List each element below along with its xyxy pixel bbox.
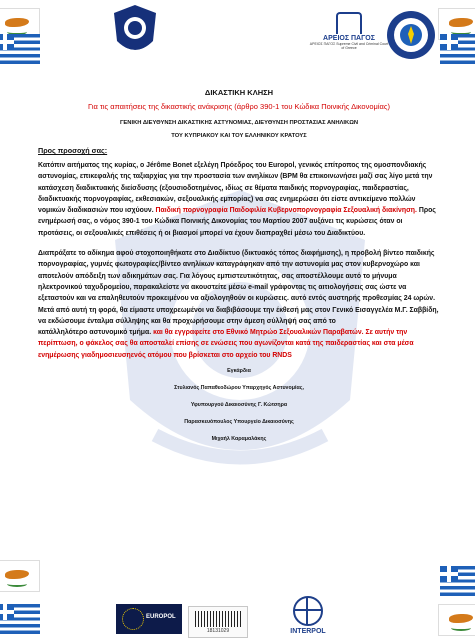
greek-flag-bottom-left (0, 604, 40, 634)
europol-logo (116, 604, 182, 634)
interpol-label: INTERPOL (290, 628, 326, 635)
paragraph-1-law: Προς ενημέρωσή σας, ο νόμος 390-1 του Κώδικα Ποινικής Δικονομίας του Μαρτίου 2007 αυξάνει τις κυρώσεις όταν οι προτάσεις, οι σεξουαλικές επιθέσεις ή οι βιασμοί μπορεί να έχουν διαπραχθεί μέσω του Διαδικτύου. (38, 207, 436, 237)
hellenic-police-badge-logo (386, 8, 436, 62)
areios-pagos-subtitle: ΑΡΕΙΟΣ ΠΑΓΟΣ Supreme Civil and Criminal Court of Greece (309, 42, 389, 50)
cyprus-police-emblem-logo (112, 3, 158, 61)
summons-document (38, 88, 440, 453)
interpol-logo (284, 596, 332, 638)
globe-icon (293, 596, 323, 626)
signature-line-2: Υφυπουργού Δικαιοσύνης Γ. Κώτσηρα (190, 402, 288, 409)
paragraph-1 (38, 160, 440, 239)
barcode-icon (195, 611, 241, 627)
barcode-stamp (188, 606, 248, 638)
paragraph-3-text: κατάλληλότερο αστυνομικό τμήμα. (38, 329, 152, 337)
greek-flag-top-right (440, 34, 475, 64)
signature-line-3: Παρασκευόπουλος Υπουργείο Δικαιοσύνης (184, 419, 294, 426)
state-line: ΤΟΥ ΚΥΠΡΙΑΚΟΥ ΚΑΙ ΤΟΥ ΕΛΛΗΝΙΚΟΥ ΚΡΑΤΟΥΣ (171, 133, 307, 139)
court-building-icon (336, 12, 362, 34)
paragraph-1-text: Κατόπιν αιτήματος της κυρίας, ο Jérôme Bonet εξελέγη Πρόεδρος του Europol, γενικός επίτροπος της ομοσπονδιακής αστυνομίας, επικεφαλής της ταξιαρχίας για την προστασία των ανηλίκων (BPM θα επικοινωνήσει μαζί σας λίγο μετά την κατάσχεση διαδικτυακής διείσδυσης (εξουσιοδοτημένος, ιδίως σε θέματα παιδικής πορνογραφίας, παιδεραστίας, διαδικτυακής πορνογραφίας, εκθεσιακών, σεξουαλικής εμπορίας) να σας ενημερώσει ότι είστε αντικείμενο πολλών νομικών διαδικασιών που ισχύουν. (38, 162, 433, 215)
greek-flag-top-left (0, 34, 40, 64)
cyprus-flag-bottom-right (438, 604, 475, 636)
document-title: ΔΙΚΑΣΤΙΚΗ ΚΛΗΣΗ (204, 88, 274, 97)
areios-pagos-logo (309, 12, 389, 60)
paragraph-3-warning: και θα εγγραφείτε στο Εθνικό Μητρώο Σεξουαλικών Παραβατών. Σε αυτήν την περίπτωση, ο φάκελος σας θα αποσταλεί επίσης σε ενώσεις που αγωνίζονται κατά της παιδεραστίας και στα μέσα ενημέρωσης γιαδημοσιευσηενός ατόμου που βρίσκεται στο αρχείο του RNDS (38, 329, 414, 359)
signature-line-4: Μιχαήλ Καραμαλάκης (211, 436, 267, 443)
stamp-number: 18131029 (206, 628, 230, 634)
areios-pagos-title: ΑΡΕΙΟΣ ΠΑΓΟΣ (323, 35, 375, 42)
eu-stars-icon (122, 608, 144, 630)
paragraph-1-offenses: Παιδική πορνογραφία Παιδοφιλία Κυβερνοπορνογραφία Σεξουαλική διακίνηση. (155, 207, 417, 215)
greek-flag-bottom-right (440, 566, 475, 596)
attention-heading: Προς προσοχή σας: (38, 146, 108, 155)
paragraph-2: Διαπράξατε το αδίκημα αφού στοχοποιηθήκατε στο Διαδίκτυο (δικτυακός τόπος διαφήμισης), η προβολή βίντεο παιδικής πορνογραφίας, γυμνές φωτογραφίες/βίντεο ανηλίκων καταγράφηκαν από την αστυνομία μας στον κυβερνοχώρο και αποτελούν απόδειξη των αδικημάτων σας. Για λόγους εμπιστευτικότητας, σας αποστέλλουμε αυτό το μήνυμα ηλεκτρονικού ταχυδρομείου, παρακαλείστε να ακουστείτε μέσω e-mail γράφοντας τις αιτιολογήσεις σας ώστε να εξεταστούν και να επαληθευτούν προκειμένου να αξιολογηθούν οι κυρώσεις. αυτό εντός αυστηρής προθεσμίας 24 ωρών. Μετά από αυτή τη φορά, θα είμαστε υποχρεωμένοι να διαβιβάσουμε την έκθεσή μας στον Γενικό Εισαγγελέα Μ.Γ. Σαββίδη, να εκδώσουμε ένταλμα σύλληψης και θα προχωρήσουμε στην άμεση σύλληψή σας από το (38, 250, 439, 325)
cyprus-flag-bottom-left (0, 560, 40, 592)
signature-line-1: Στυλιανός Παπαθεοδώρου Υπαρχηγός Αστυνομίας, (174, 385, 304, 392)
paragraph-3 (38, 327, 440, 361)
signature-closing: Εγκάρδια (227, 368, 251, 375)
europol-label: EUROPOL (146, 614, 176, 620)
document-subtitle: Για τις απαιτήσεις της δικαστικής ανάκρισης (άρθρο 390-1 του Κώδικα Ποινικής Δικονομίας) (88, 102, 390, 111)
directorate-line: ΓΕΝΙΚΗ ΔΙΕΥΘΥΝΣΗ ΔΙΚΑΣΤΙΚΗΣ ΑΣΤΥΝΟΜΙΑΣ, ΔΙΕΥΘΥΝΣΗ ΠΡΟΣΤΑΣΙΑΣ ΑΝΗΛΙΚΩΝ (119, 120, 359, 126)
